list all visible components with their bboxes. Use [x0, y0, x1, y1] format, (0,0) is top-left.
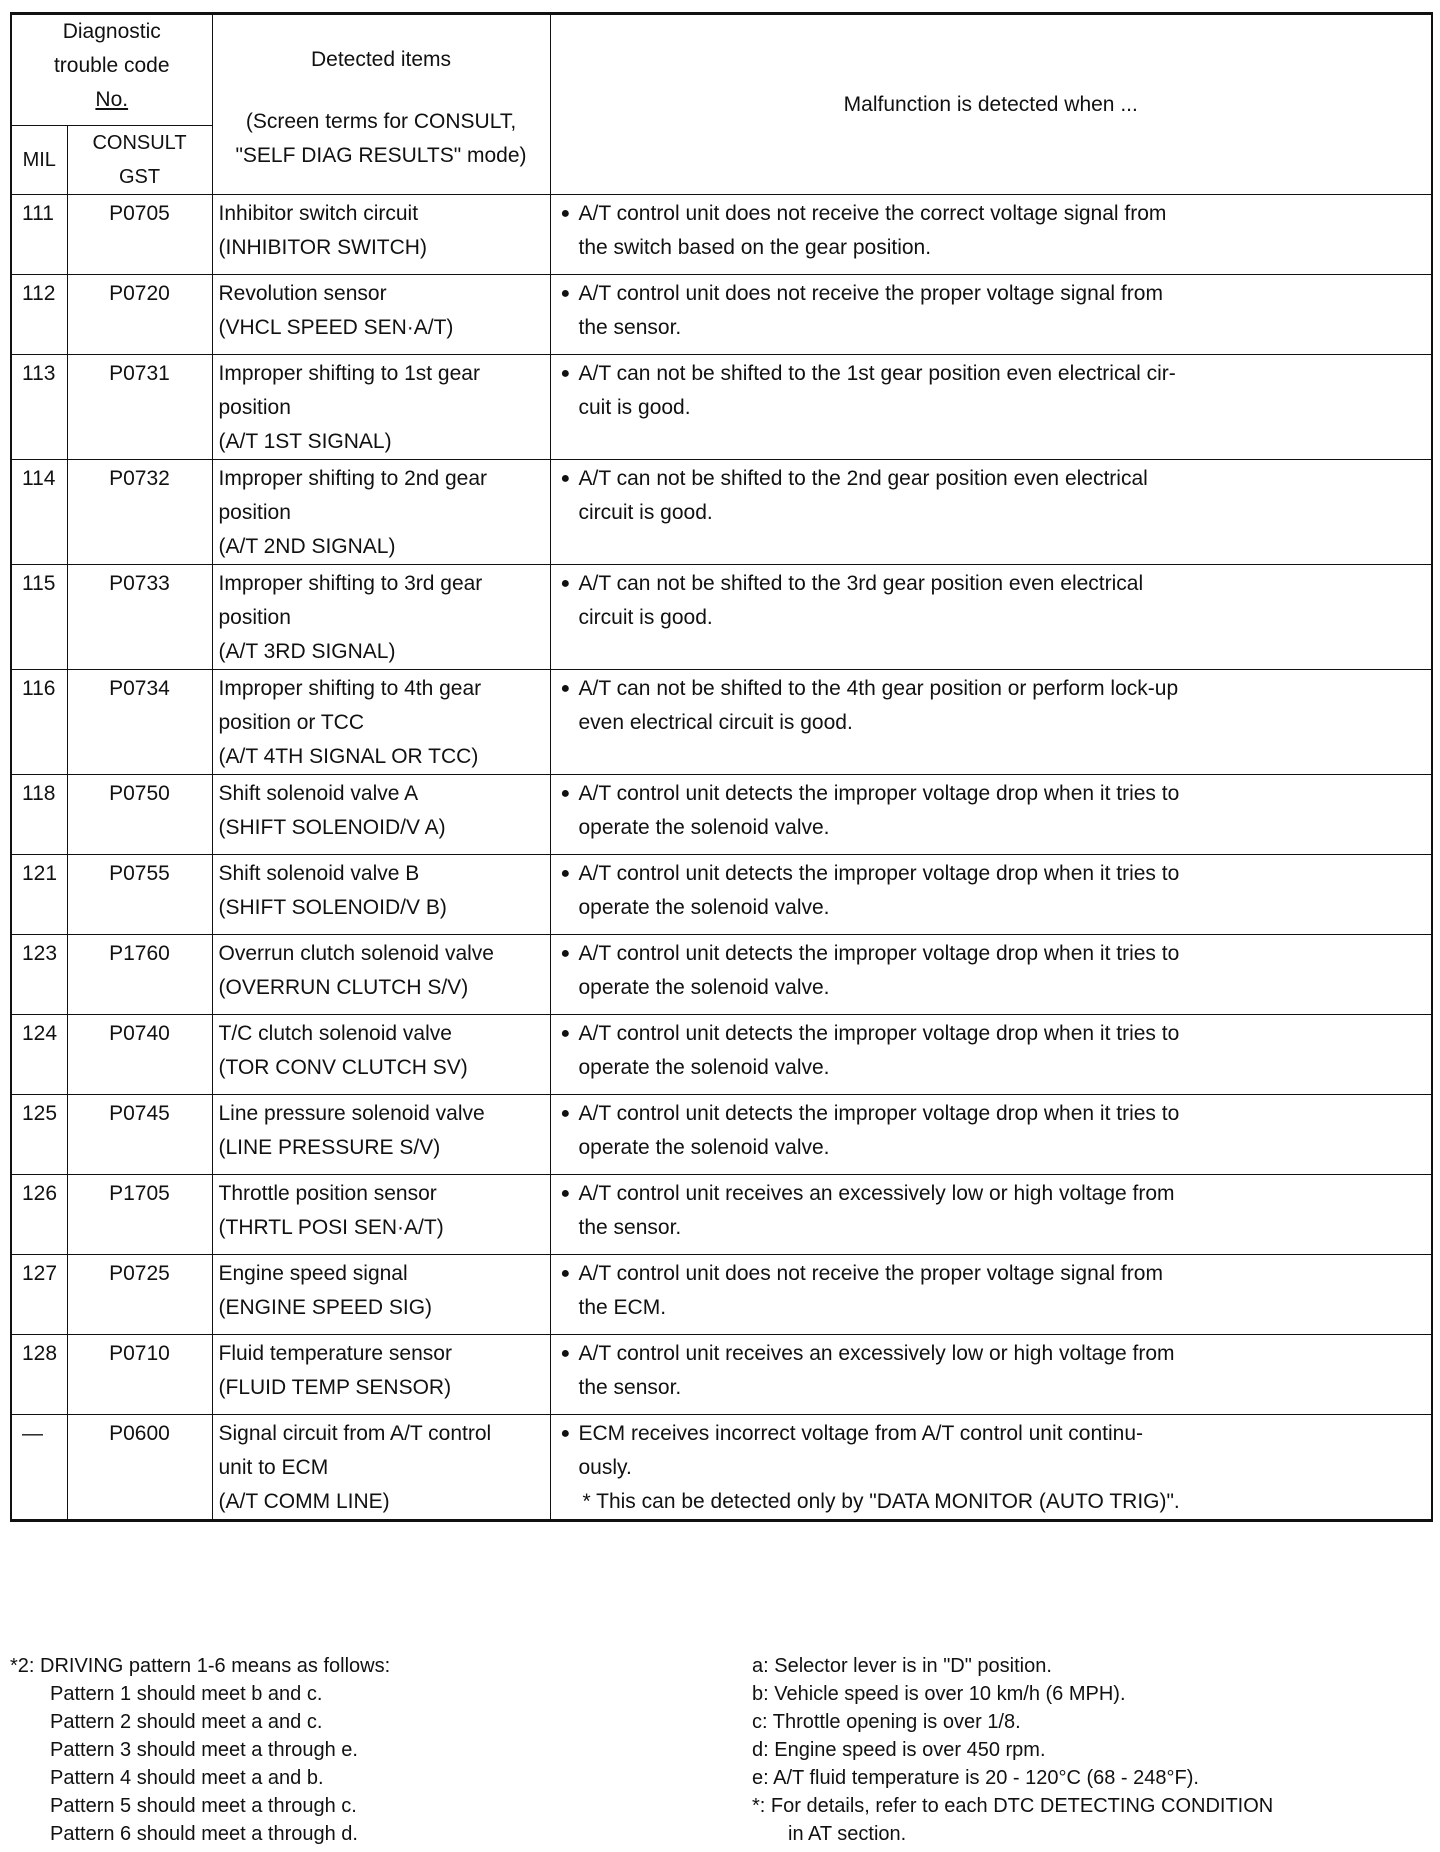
detected-item-line: (OVERRUN CLUTCH S/V) — [218, 976, 469, 999]
consult-gst-code: P0600 — [67, 1415, 212, 1521]
header-malfunction: Malfunction is detected when ... — [550, 14, 1432, 195]
footnote-title: *2: DRIVING pattern 1-6 means as follows: — [10, 1655, 391, 1677]
footnote-pattern: Pattern 3 should meet a through e. — [50, 1739, 358, 1761]
detected-item-line: (ENGINE SPEED SIG) — [218, 1296, 433, 1319]
footnote-condition: d: Engine speed is over 450 rpm. — [752, 1739, 1046, 1761]
detected-item-line: (LINE PRESSURE S/V) — [218, 1136, 441, 1159]
detected-item-line: Signal circuit from A/T control — [218, 1422, 492, 1445]
malfunction-condition — [550, 1095, 1432, 1175]
detected-item-line: Line pressure solenoid valve — [218, 1102, 485, 1125]
table-row — [11, 1175, 1432, 1255]
table-row — [11, 275, 1432, 355]
detected-item-line: position — [218, 396, 291, 419]
consult-gst-code: P0710 — [67, 1335, 212, 1415]
malfunction-condition — [550, 1255, 1432, 1335]
malfunction-line: ously. — [578, 1456, 632, 1479]
detected-item-line: T/C clutch solenoid valve — [218, 1022, 452, 1045]
malfunction-line: A/T control unit does not receive the correct voltage signal from — [578, 202, 1167, 225]
malfunction-line: operate the solenoid valve. — [578, 1136, 830, 1159]
detected-item-line: position — [218, 606, 291, 629]
mil-code: 115 — [11, 565, 67, 670]
bullet-icon: ● — [560, 785, 571, 802]
detected-item-line: (VHCL SPEED SEN·A/T) — [218, 316, 454, 339]
detected-item-line: position — [218, 501, 291, 524]
table-row — [11, 460, 1432, 565]
malfunction-note: * This can be detected only by "DATA MONITOR (AUTO TRIG)". — [582, 1490, 1180, 1513]
detected-item-line: Throttle position sensor — [218, 1182, 437, 1205]
malfunction-condition — [550, 775, 1432, 855]
table-row — [11, 355, 1432, 460]
malfunction-line: the switch based on the gear position. — [578, 236, 932, 259]
malfunction-condition — [550, 460, 1432, 565]
malfunction-condition — [550, 195, 1432, 275]
detected-item — [212, 355, 550, 460]
detected-item — [212, 935, 550, 1015]
detected-item-line: (FLUID TEMP SENSOR) — [218, 1376, 452, 1399]
detected-item-line: (THRTL POSI SEN·A/T) — [218, 1216, 444, 1239]
malfunction-condition — [550, 935, 1432, 1015]
table-row — [11, 1015, 1432, 1095]
malfunction-condition — [550, 670, 1432, 775]
malfunction-line: A/T can not be shifted to the 1st gear position even electrical cir- — [578, 362, 1176, 385]
dtc-body — [11, 195, 1432, 1521]
mil-code: — — [11, 1415, 67, 1521]
detected-item-line: Revolution sensor — [218, 282, 387, 305]
detected-item — [212, 1335, 550, 1415]
table-row — [11, 1095, 1432, 1175]
detected-item-line: (SHIFT SOLENOID/V A) — [218, 816, 446, 839]
footnote-condition: b: Vehicle speed is over 10 km/h (6 MPH). — [752, 1683, 1126, 1705]
detected-item-line: (A/T 2ND SIGNAL) — [218, 535, 396, 558]
malfunction-line: A/T control unit receives an excessively low or high voltage from — [578, 1342, 1175, 1365]
detected-item — [212, 275, 550, 355]
bullet-icon: ● — [560, 1425, 571, 1442]
detected-item-line: Improper shifting to 4th gear — [218, 677, 482, 700]
detected-item — [212, 775, 550, 855]
mil-code: 116 — [11, 670, 67, 775]
malfunction-line: the sensor. — [578, 316, 682, 339]
mil-code: 123 — [11, 935, 67, 1015]
table-row — [11, 670, 1432, 775]
consult-gst-code: P0734 — [67, 670, 212, 775]
malfunction-line: A/T control unit does not receive the proper voltage signal from — [578, 282, 1163, 305]
malfunction-condition — [550, 1175, 1432, 1255]
detected-item — [212, 195, 550, 275]
malfunction-condition — [550, 1335, 1432, 1415]
consult-gst-code: P0740 — [67, 1015, 212, 1095]
consult-gst-code: P1760 — [67, 935, 212, 1015]
mil-code: 126 — [11, 1175, 67, 1255]
detected-item-line: Overrun clutch solenoid valve — [218, 942, 494, 965]
consult-gst-code: P0720 — [67, 275, 212, 355]
malfunction-line: A/T control unit detects the improper voltage drop when it tries to — [578, 782, 1180, 805]
consult-gst-code: P0705 — [67, 195, 212, 275]
detected-item-line: Improper shifting to 2nd gear — [218, 467, 487, 490]
detected-item — [212, 1015, 550, 1095]
malfunction-line: operate the solenoid valve. — [578, 1056, 830, 1079]
consult-gst-code: P0755 — [67, 855, 212, 935]
malfunction-line: A/T control unit does not receive the proper voltage signal from — [578, 1262, 1163, 1285]
bullet-icon: ● — [560, 365, 571, 382]
footnote-pattern: Pattern 5 should meet a through c. — [50, 1795, 357, 1817]
footnote-condition: e: A/T fluid temperature is 20 - 120°C (68 - 248°F). — [752, 1767, 1199, 1789]
table-row — [11, 855, 1432, 935]
bullet-icon: ● — [560, 945, 571, 962]
header-mil: MIL — [11, 126, 67, 195]
bullet-icon: ● — [560, 1185, 571, 1202]
header-detected-items: Detected items (Screen terms for CONSULT, "SELF DIAG RESULTS" mode) — [212, 14, 550, 195]
mil-code: 125 — [11, 1095, 67, 1175]
detected-item-line: Improper shifting to 1st gear — [218, 362, 480, 385]
footnote-condition: a: Selector lever is in "D" position. — [752, 1655, 1052, 1677]
malfunction-line: operate the solenoid valve. — [578, 896, 830, 919]
header-diagnostic-code: Diagnostic trouble code No. — [11, 14, 212, 126]
detected-item — [212, 565, 550, 670]
mil-code: 124 — [11, 1015, 67, 1095]
malfunction-line: A/T control unit detects the improper voltage drop when it tries to — [578, 942, 1180, 965]
footnote-condition: in AT section. — [788, 1823, 907, 1845]
malfunction-line: operate the solenoid valve. — [578, 976, 830, 999]
bullet-icon: ● — [560, 1105, 571, 1122]
footnote-pattern: Pattern 6 should meet a through d. — [50, 1823, 358, 1845]
footnote-pattern: Pattern 1 should meet b and c. — [50, 1683, 323, 1705]
footnote-conditions — [752, 1652, 1432, 1848]
malfunction-line: circuit is good. — [578, 501, 713, 524]
footnote-pattern: Pattern 2 should meet a and c. — [50, 1711, 323, 1733]
mil-code: 127 — [11, 1255, 67, 1335]
table-row — [11, 1415, 1432, 1521]
mil-code: 128 — [11, 1335, 67, 1415]
footnote-condition: c: Throttle opening is over 1/8. — [752, 1711, 1021, 1733]
table-row — [11, 1335, 1432, 1415]
detected-item — [212, 1415, 550, 1521]
detected-item-line: Engine speed signal — [218, 1262, 408, 1285]
detected-item-line: Improper shifting to 3rd gear — [218, 572, 483, 595]
detected-item-line: Fluid temperature sensor — [218, 1342, 452, 1365]
footnote-patterns — [10, 1652, 710, 1848]
detected-item — [212, 1095, 550, 1175]
consult-gst-code: P0745 — [67, 1095, 212, 1175]
malfunction-condition — [550, 1415, 1432, 1521]
detected-item-line: (A/T COMM LINE) — [218, 1490, 390, 1513]
detected-item — [212, 460, 550, 565]
bullet-icon: ● — [560, 285, 571, 302]
malfunction-line: cuit is good. — [578, 396, 691, 419]
table-row — [11, 1255, 1432, 1335]
detected-item-line: Shift solenoid valve A — [218, 782, 419, 805]
detected-item-line: (SHIFT SOLENOID/V B) — [218, 896, 447, 919]
bullet-icon: ● — [560, 470, 571, 487]
footnote-condition: *: For details, refer to each DTC DETECTING CONDITION — [752, 1795, 1274, 1817]
detected-item-line: Inhibitor switch circuit — [218, 202, 419, 225]
malfunction-line: ECM receives incorrect voltage from A/T control unit continu- — [578, 1422, 1144, 1445]
detected-item-line: unit to ECM — [218, 1456, 329, 1479]
detected-item-line: (A/T 1ST SIGNAL) — [218, 430, 392, 453]
malfunction-line: A/T control unit receives an excessively low or high voltage from — [578, 1182, 1175, 1205]
mil-code: 112 — [11, 275, 67, 355]
malfunction-line: the ECM. — [578, 1296, 667, 1319]
detected-item-line: position or TCC — [218, 711, 365, 734]
malfunction-condition — [550, 275, 1432, 355]
consult-gst-code: P0731 — [67, 355, 212, 460]
bullet-icon: ● — [560, 1025, 571, 1042]
table-row — [11, 935, 1432, 1015]
detected-item — [212, 855, 550, 935]
malfunction-line: circuit is good. — [578, 606, 713, 629]
detected-item — [212, 1175, 550, 1255]
consult-gst-code: P0733 — [67, 565, 212, 670]
malfunction-line: A/T control unit detects the improper voltage drop when it tries to — [578, 1022, 1180, 1045]
detected-item-line: (INHIBITOR SWITCH) — [218, 236, 427, 259]
mil-code: 113 — [11, 355, 67, 460]
malfunction-line: A/T control unit detects the improper voltage drop when it tries to — [578, 862, 1180, 885]
malfunction-line: operate the solenoid valve. — [578, 816, 830, 839]
header-consult-gst: CONSULT GST — [67, 126, 212, 195]
malfunction-line: the sensor. — [578, 1376, 682, 1399]
mil-code: 118 — [11, 775, 67, 855]
table-row — [11, 775, 1432, 855]
malfunction-line: even electrical circuit is good. — [578, 711, 853, 734]
mil-code: 111 — [11, 195, 67, 275]
detected-item — [212, 670, 550, 775]
malfunction-condition — [550, 1015, 1432, 1095]
mil-code: 114 — [11, 460, 67, 565]
bullet-icon: ● — [560, 1345, 571, 1362]
bullet-icon: ● — [560, 575, 571, 592]
consult-gst-code: P0725 — [67, 1255, 212, 1335]
detected-item-line: (TOR CONV CLUTCH SV) — [218, 1056, 468, 1079]
detected-item-line: (A/T 4TH SIGNAL OR TCC) — [218, 745, 479, 768]
malfunction-line: A/T can not be shifted to the 2nd gear position even electrical — [578, 467, 1148, 490]
consult-gst-code: P0750 — [67, 775, 212, 855]
table-row — [11, 195, 1432, 275]
mil-code: 121 — [11, 855, 67, 935]
detected-item-line: Shift solenoid valve B — [218, 862, 420, 885]
table-row — [11, 565, 1432, 670]
malfunction-condition — [550, 355, 1432, 460]
dtc-sheet — [10, 12, 1431, 1522]
malfunction-line: the sensor. — [578, 1216, 682, 1239]
bullet-icon: ● — [560, 680, 571, 697]
malfunction-condition — [550, 855, 1432, 935]
detected-item — [212, 1255, 550, 1335]
bullet-icon: ● — [560, 1265, 571, 1282]
consult-gst-code: P0732 — [67, 460, 212, 565]
malfunction-line: A/T control unit detects the improper voltage drop when it tries to — [578, 1102, 1180, 1125]
malfunction-line: A/T can not be shifted to the 3rd gear position even electrical — [578, 572, 1144, 595]
footnote-pattern: Pattern 4 should meet a and b. — [50, 1767, 324, 1789]
dtc-table — [10, 12, 1433, 1522]
malfunction-condition — [550, 565, 1432, 670]
bullet-icon: ● — [560, 865, 571, 882]
consult-gst-code: P1705 — [67, 1175, 212, 1255]
malfunction-line: A/T can not be shifted to the 4th gear position or perform lock-up — [578, 677, 1179, 700]
detected-item-line: (A/T 3RD SIGNAL) — [218, 640, 396, 663]
bullet-icon: ● — [560, 205, 571, 222]
